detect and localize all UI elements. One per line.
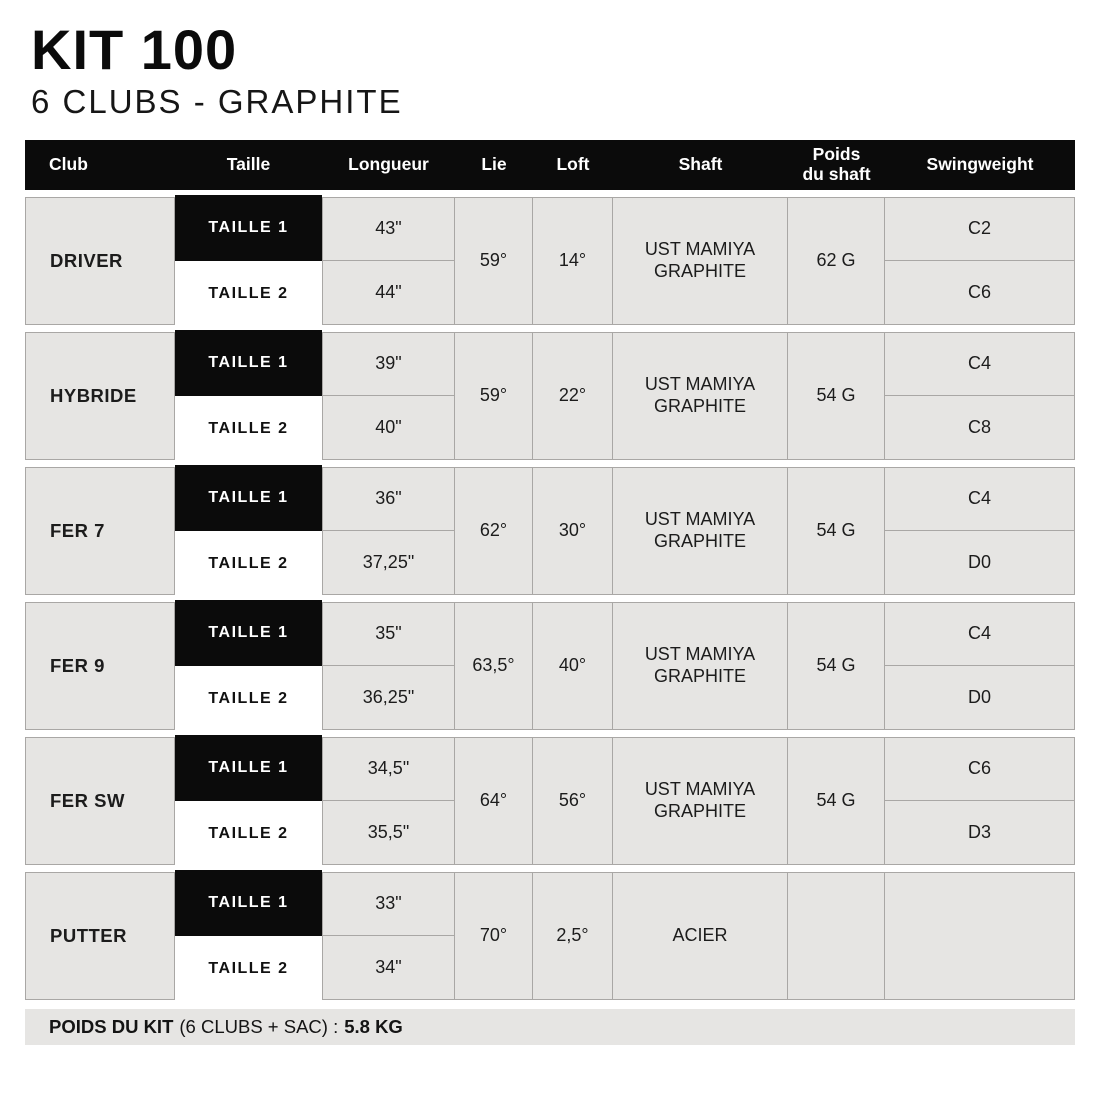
swingweight-taille1-cell: C4 — [885, 333, 1074, 397]
taille-1-badge: TAILLE 1 — [175, 195, 322, 261]
club-name-cell: FER SW — [25, 737, 175, 865]
swingweight-taille1-cell: C6 — [885, 738, 1074, 802]
swingweight-taille2-cell: C8 — [967, 416, 991, 437]
shaft-cell: UST MAMIYA GRAPHITE — [613, 737, 788, 865]
taille-column — [175, 465, 322, 597]
header-taille: Taille — [226, 154, 271, 175]
shaft-cell: UST MAMIYA GRAPHITE — [613, 197, 788, 325]
header-swingweight: Swingweight — [926, 154, 1034, 175]
header-poids-line2: du shaft — [802, 163, 871, 184]
taille-2-badge: TAILLE 2 — [175, 261, 322, 327]
taille-column — [175, 735, 322, 867]
longueur-taille1-cell: 43" — [323, 198, 454, 262]
poids-shaft-cell: 54 G — [788, 467, 885, 595]
loft-cell: 40° — [533, 602, 613, 730]
club-name-cell: HYBRIDE — [25, 332, 175, 460]
swingweight-column — [885, 197, 1075, 325]
header-loft: Loft — [556, 154, 590, 175]
swingweight-taille1-cell: C2 — [885, 198, 1074, 262]
taille-1-badge: TAILLE 1 — [175, 600, 322, 666]
longueur-column — [322, 467, 455, 595]
longueur-column — [322, 332, 455, 460]
poids-shaft-cell — [788, 872, 885, 1000]
kit-title: KIT 100 — [31, 18, 238, 81]
loft-cell: 30° — [533, 467, 613, 595]
longueur-taille2-cell: 34" — [375, 956, 402, 977]
lie-cell: 59° — [455, 197, 533, 325]
swingweight-taille2-cell: D3 — [967, 821, 991, 842]
taille-2-badge: TAILLE 2 — [175, 936, 322, 1002]
lie-cell: 59° — [455, 332, 533, 460]
longueur-taille1-cell: 35" — [323, 603, 454, 667]
longueur-taille1-cell: 36" — [323, 468, 454, 532]
poids-shaft-cell: 54 G — [788, 737, 885, 865]
club-row-fer9 — [25, 602, 1075, 730]
longueur-column — [322, 737, 455, 865]
taille-1-badge: TAILLE 1 — [175, 735, 322, 801]
lie-cell: 62° — [455, 467, 533, 595]
club-name-cell: PUTTER — [25, 872, 175, 1000]
poids-shaft-cell: 54 G — [788, 332, 885, 460]
taille-2-badge: TAILLE 2 — [175, 396, 322, 462]
swingweight-taille1-cell: C4 — [885, 603, 1074, 667]
shaft-cell: UST MAMIYA GRAPHITE — [613, 332, 788, 460]
longueur-taille2-cell: 36,25" — [362, 686, 415, 707]
taille-2-badge: TAILLE 2 — [175, 801, 322, 867]
longueur-column — [322, 872, 455, 1000]
taille-2-badge: TAILLE 2 — [175, 666, 322, 732]
club-row-driver — [25, 197, 1075, 325]
taille-1-badge: TAILLE 1 — [175, 870, 322, 936]
shaft-cell: UST MAMIYA GRAPHITE — [613, 467, 788, 595]
shaft-cell: UST MAMIYA GRAPHITE — [613, 602, 788, 730]
loft-cell: 56° — [533, 737, 613, 865]
poids-shaft-cell: 62 G — [788, 197, 885, 325]
kit-weight-value: 5.8 KG — [344, 1015, 403, 1037]
swingweight-taille2-cell: D0 — [967, 551, 991, 572]
taille-column — [175, 195, 322, 327]
header-poids-line1: Poids — [812, 144, 861, 165]
header-club: Club — [49, 154, 88, 175]
club-name-cell: DRIVER — [25, 197, 175, 325]
shaft-cell: ACIER — [613, 872, 788, 1000]
club-name-cell: FER 7 — [25, 467, 175, 595]
taille-2-badge: TAILLE 2 — [175, 531, 322, 597]
longueur-column — [322, 602, 455, 730]
swingweight-column — [885, 737, 1075, 865]
poids-shaft-cell: 54 G — [788, 602, 885, 730]
loft-cell: 2,5° — [533, 872, 613, 1000]
club-row-hybride — [25, 332, 1075, 460]
taille-column — [175, 870, 322, 1002]
loft-cell: 22° — [533, 332, 613, 460]
longueur-taille2-cell: 44" — [375, 281, 402, 302]
club-row-putter — [25, 872, 1075, 1000]
longueur-taille1-cell: 34,5" — [323, 738, 454, 802]
lie-cell: 70° — [455, 872, 533, 1000]
swingweight-column — [885, 332, 1075, 460]
taille-1-badge: TAILLE 1 — [175, 465, 322, 531]
longueur-taille1-cell: 39" — [323, 333, 454, 397]
swingweight-taille1-cell: C4 — [885, 468, 1074, 532]
header-poids-du-shaft — [788, 140, 885, 190]
header-lie: Lie — [481, 154, 507, 175]
swingweight-column — [885, 467, 1075, 595]
longueur-column — [322, 197, 455, 325]
longueur-taille2-cell: 37,25" — [362, 551, 415, 572]
swingweight-taille2-cell: C6 — [967, 281, 991, 302]
longueur-taille2-cell: 35,5" — [367, 821, 410, 842]
kit-weight-note — [25, 1009, 1075, 1045]
swingweight-taille2-cell: D0 — [967, 686, 991, 707]
taille-1-badge: TAILLE 1 — [175, 330, 322, 396]
club-name-cell: FER 9 — [25, 602, 175, 730]
table-header — [25, 140, 1075, 190]
swingweight-cell-empty — [885, 872, 1075, 1000]
kit-weight-label: POIDS DU KIT — [49, 1015, 174, 1037]
taille-column — [175, 330, 322, 462]
swingweight-column — [885, 602, 1075, 730]
header-shaft: Shaft — [678, 154, 723, 175]
header-longueur: Longueur — [348, 154, 429, 175]
kit-weight-detail: (6 CLUBS + SAC) : — [179, 1015, 339, 1037]
longueur-taille2-cell: 40" — [375, 416, 402, 437]
longueur-taille1-cell: 33" — [323, 873, 454, 937]
lie-cell: 63,5° — [455, 602, 533, 730]
club-row-fersw — [25, 737, 1075, 865]
taille-column — [175, 600, 322, 732]
loft-cell: 14° — [533, 197, 613, 325]
lie-cell: 64° — [455, 737, 533, 865]
kit-subtitle: 6 CLUBS - GRAPHITE — [31, 83, 403, 121]
club-row-fer7 — [25, 467, 1075, 595]
